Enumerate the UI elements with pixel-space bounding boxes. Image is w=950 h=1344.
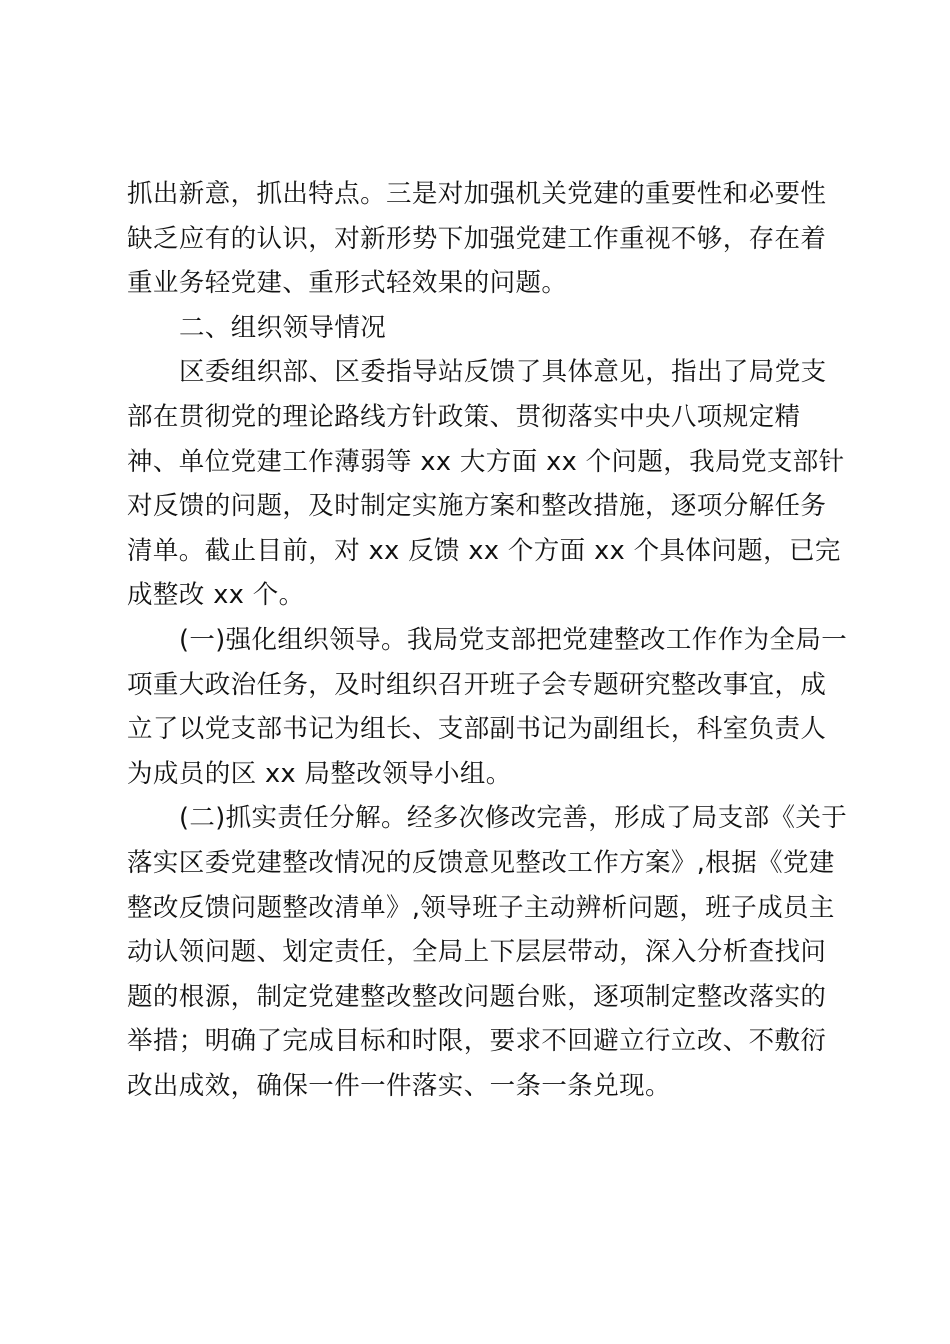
text-line: 题的根源，制定党建整改整改问题台账，逐项制定整改落实的: [127, 981, 827, 1012]
text-line: 举措；明确了完成目标和时限，要求不回避立行立改、不敷衍: [127, 1026, 827, 1057]
text-line: 项重大政治任务，及时组织召开班子会专题研究整改事宜，成: [127, 669, 827, 700]
text-line: 改出成效，确保一件一件落实、一条一条兑现。: [127, 1070, 671, 1101]
text-line: 为成员的区 xx 局整改领导小组。: [127, 758, 512, 789]
text-line: 重业务轻党建、重形式轻效果的问题。: [127, 268, 568, 299]
text-line: 清单。截止目前，对 xx 反馈 xx 个方面 xx 个具体问题，已完: [127, 535, 841, 566]
text-line: 成整改 xx 个。: [127, 580, 305, 611]
text-line: 落实区委党建整改情况的反馈意见整改工作方案》,根据《党建: [127, 847, 835, 878]
text-line: 整改反馈问题整改清单》,领导班子主动辨析问题，班子成员主: [127, 892, 835, 923]
text-line: 缺乏应有的认识，对新形势下加强党建工作重视不够，存在着: [127, 223, 827, 254]
text-line: 对反馈的问题，及时制定实施方案和整改措施，逐项分解任务: [127, 491, 827, 522]
text-line: 动认领问题、划定责任，全局上下层层带动，深入分析查找问: [127, 937, 827, 968]
text-line: 抓出新意，抓出特点。三是对加强机关党建的重要性和必要性: [127, 179, 827, 209]
section-heading: 二、组织领导情况: [179, 312, 387, 343]
text-line: 立了以党支部书记为组长、支部副书记为副组长，科室负责人: [127, 714, 827, 745]
text-line: 部在贯彻党的理论路线方针政策、贯彻落实中央八项规定精: [127, 401, 801, 432]
text-line: 神、单位党建工作薄弱等 xx 大方面 xx 个问题，我局党支部针: [127, 446, 845, 477]
paragraph-first-line: 区委组织部、区委指导站反馈了具体意见，指出了局党支: [179, 357, 827, 388]
subsection-first-line: (二)抓实责任分解。经多次修改完善，形成了局支部《关于: [179, 803, 848, 834]
subsection-first-line: (一)强化组织领导。我局党支部把党建整改工作作为全局一: [179, 624, 848, 655]
document-body: [127, 172, 848, 1108]
